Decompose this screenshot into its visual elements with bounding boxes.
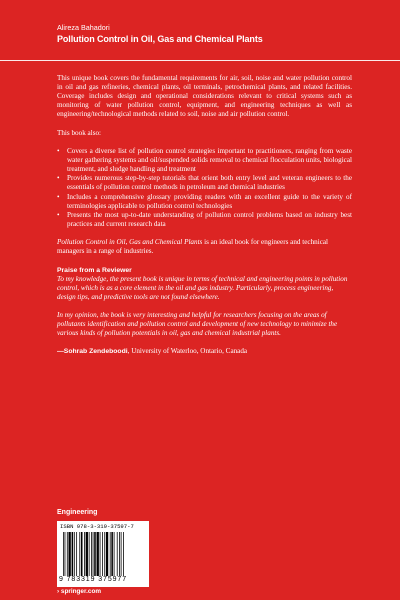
header-divider [0, 60, 400, 61]
list-item [57, 174, 352, 192]
praise-heading: Praise from a Reviewer [57, 266, 132, 274]
list-item [57, 211, 352, 229]
reviewer-credit [57, 347, 352, 356]
list-item [57, 147, 352, 174]
list-item [57, 193, 352, 211]
isbn-number: ISBN 978-3-319-37597-7 [60, 523, 134, 530]
list-item-text: Presents the most up-to-date understanding of pollution control problems based on industry best practices and current research data [67, 210, 352, 228]
review-quote-1: To my knowledge, the present book is unique in terms of technical and engineering points in pollution control, which is as a core element in the oil and gas industry. Particularly, process engineering, design tips, and predictive tools are not found elsewhere. [57, 274, 348, 301]
barcode-icon [63, 532, 147, 576]
closing-text: is an ideal book for engineers and technical managers in a range of industries. [57, 237, 329, 255]
list-item-text: Covers a diverse list of pollution control strategies important to practitioners, ranging from waste water gathering systems and oil/suspended solids removal to chemical flocculation units, biological treatment, and sludge handling and treatment [67, 147, 352, 174]
back-cover-text [57, 74, 352, 356]
isbn-barcode [57, 521, 149, 587]
review-quote-2: In my opinion, the book is very interesting and helpful for researchers focusing on the areas of pollutants identification and pollution control and development of new technology to minimize the various kinds of pollution potentials in oil, gas and chemical industrial plants. [57, 310, 338, 338]
closing-paragraph [57, 238, 352, 256]
reviewer-name: —Sohrab Zendeboodi [57, 348, 128, 356]
intro-paragraph: This unique book covers the fundamental requirements for air, soil, noise and water pollution control in oil and gas refineries, chemical plants, oil terminals, petrochemical plants, and related facilities. Coverage includes design and operational considerations relevant to critical systems such as monitoring of water pollution control, equipment, and engineering techniques as well as engineering/technological methods related to soil, noise and air pollution control. [57, 74, 352, 119]
author-name: Alireza Bahadori [57, 23, 110, 32]
bullet-icon: • [57, 210, 60, 219]
feature-list [57, 147, 352, 228]
publisher-website: › springer.com [57, 588, 102, 595]
book-title: Pollution Control in Oil, Gas and Chemical Plants [57, 34, 263, 44]
cover-header [57, 23, 357, 45]
bullet-icon: • [57, 192, 60, 201]
bullet-icon: • [57, 174, 60, 183]
list-item-text: Includes a comprehensive glossary providing readers with an excellent guide to the variety of terminologies applicable to pollution control technologies [67, 192, 352, 210]
category-label: Engineering [57, 509, 98, 516]
barcode-digits: 9 783319 375977 [59, 576, 127, 583]
reviewer-affiliation: , University of Waterloo, Ontario, Canada [127, 347, 248, 356]
list-item-text: Provides numerous step-by-step tutorials that orient both entry level and veteran engineers to the essentials of pollution control methods in petroleum and chemical industries [67, 174, 352, 192]
bullet-icon: • [57, 147, 60, 156]
also-label: This book also: [57, 129, 102, 138]
closing-book-title: Pollution Control in Oil, Gas and Chemical Plants [57, 237, 203, 246]
